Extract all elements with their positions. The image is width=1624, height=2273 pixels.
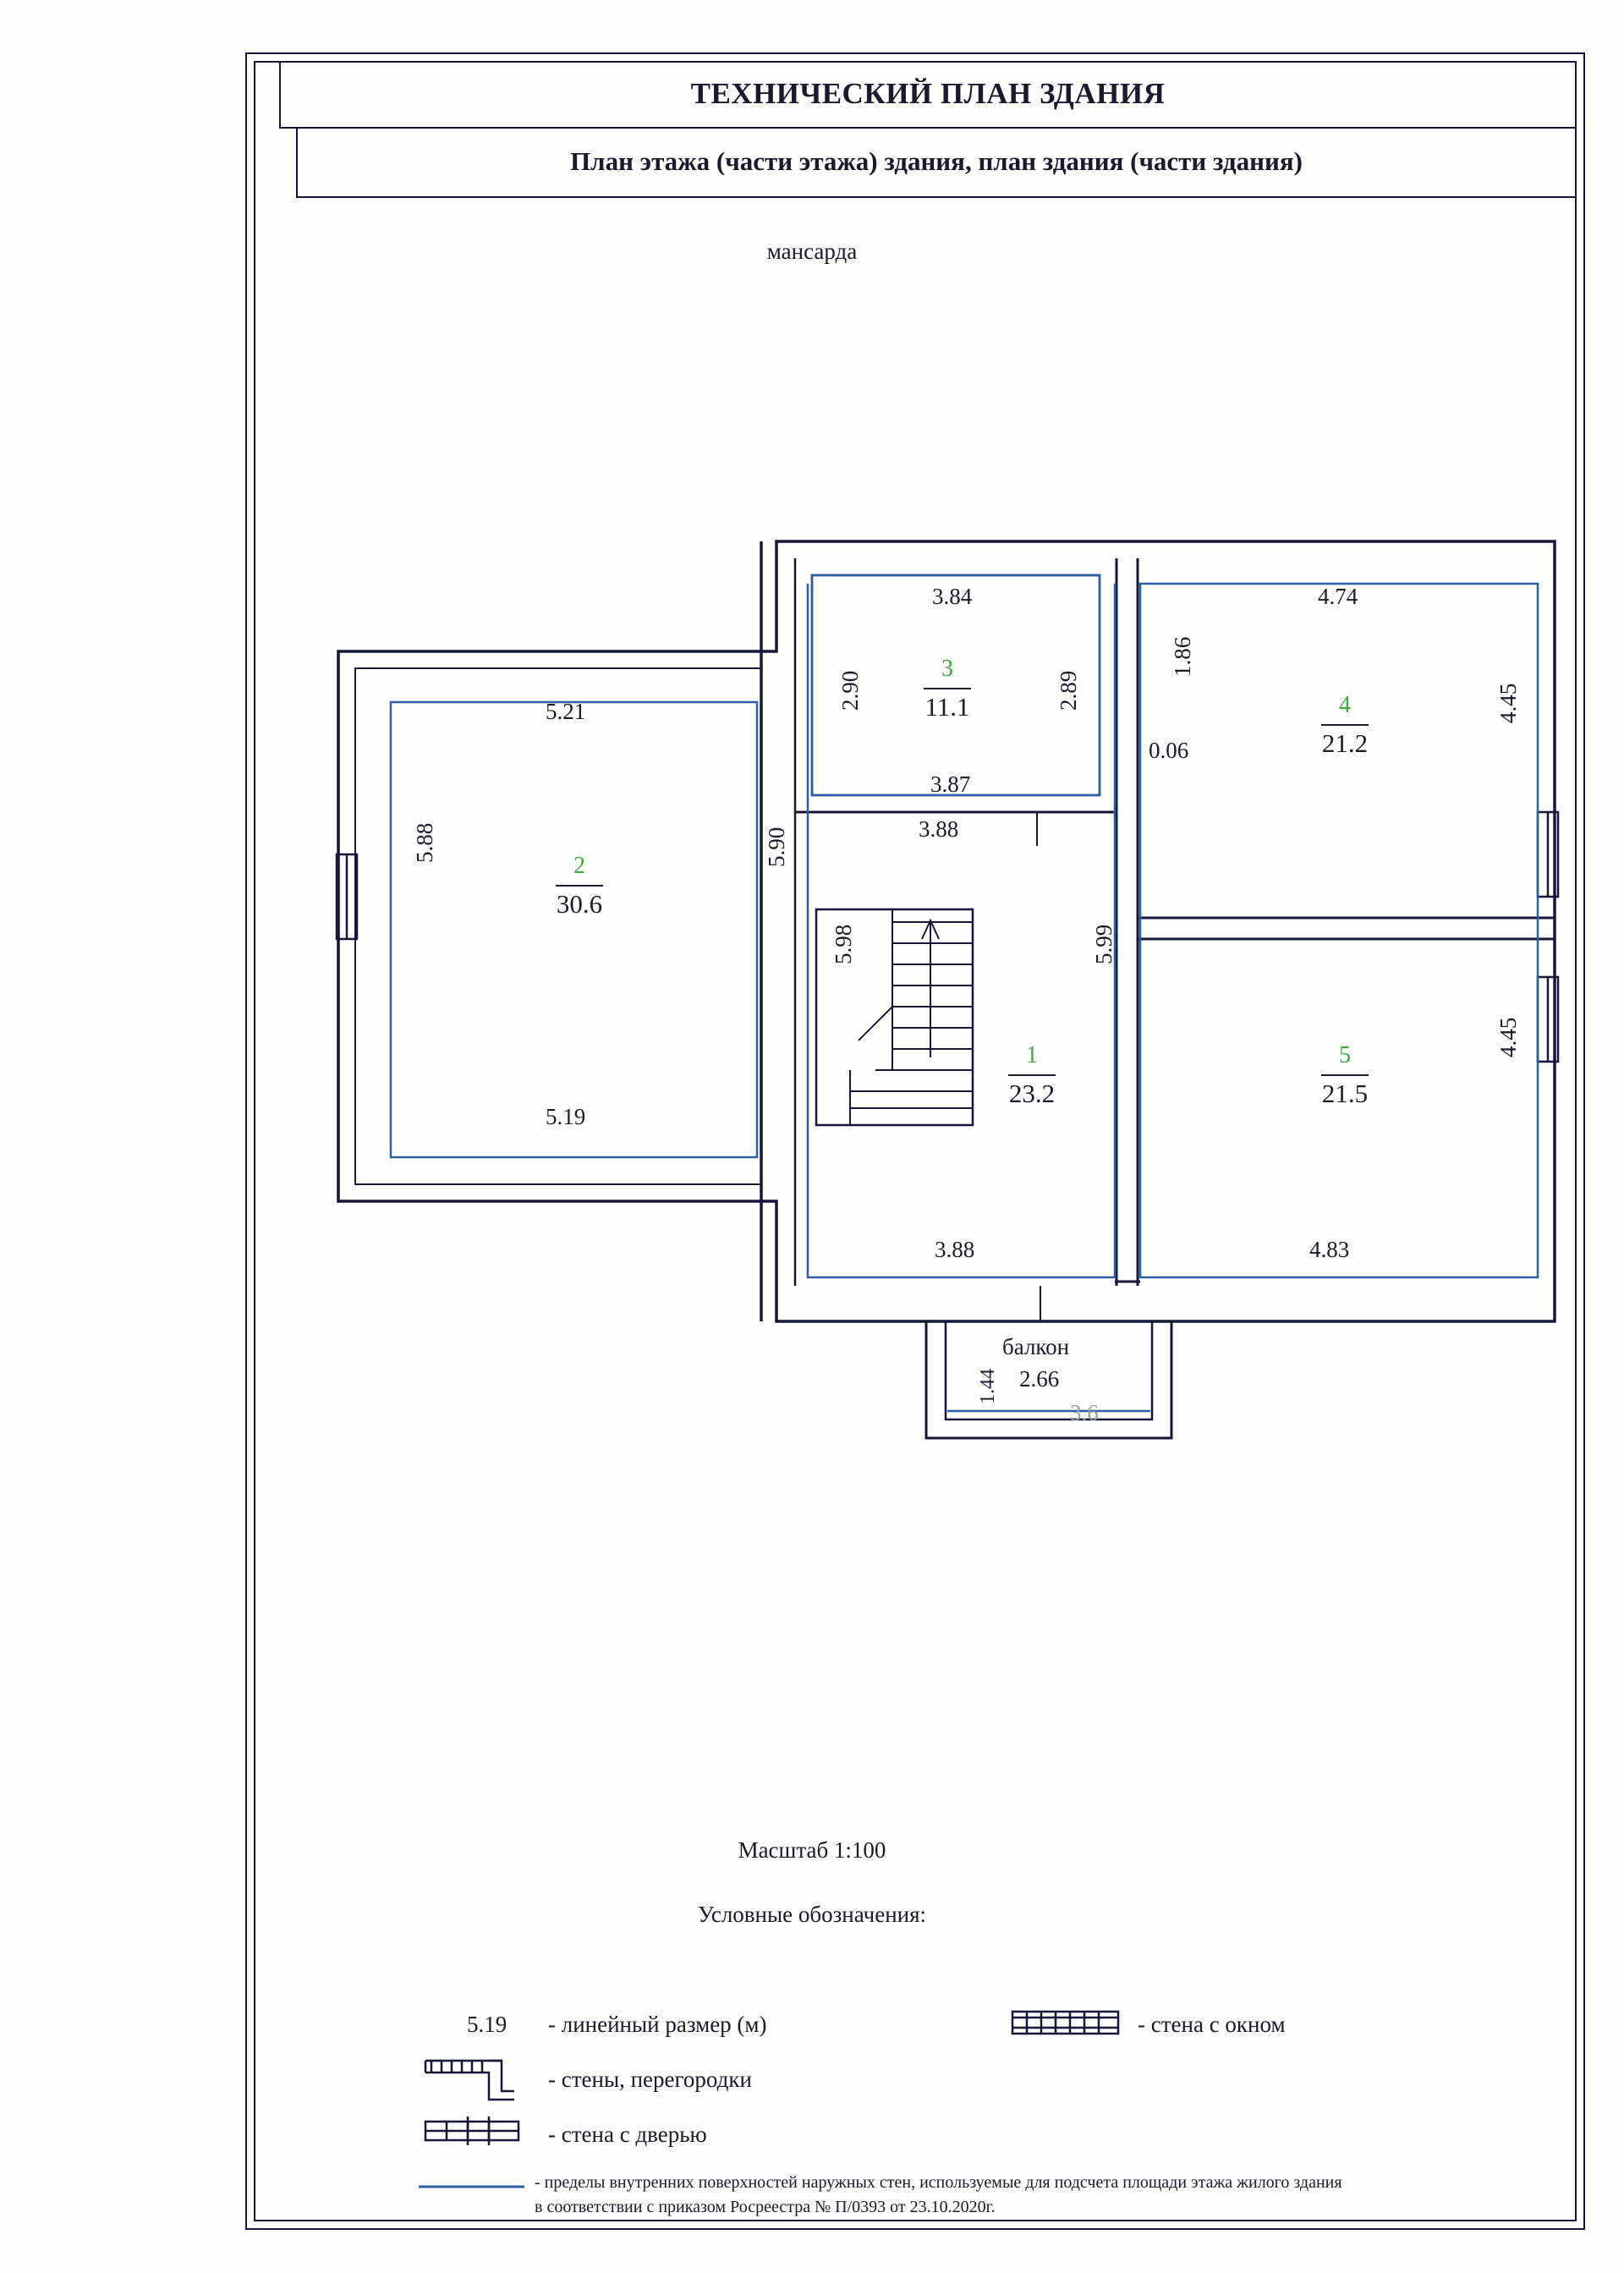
page-title: ТЕХНИЧЕСКИЙ ПЛАН ЗДАНИЯ — [690, 77, 1166, 110]
room-rule-4 — [1321, 724, 1369, 726]
balcony-label: балкон — [1002, 1334, 1070, 1359]
dim-r3-right: 2.89 — [1056, 670, 1081, 711]
dim-r2-bottom: 5.19 — [546, 1104, 586, 1129]
legend-text-walls: - стены, перегородки — [548, 2067, 752, 2092]
legend-note-line1: - пределы внутренних поверхностей наружных стен, используемые для подсчета площади этажа жилого здания — [535, 2173, 1342, 2192]
dim-r4-top: 4.74 — [1318, 584, 1358, 609]
balcony-area: 2.66 — [1019, 1366, 1060, 1392]
room-number-1: 1 — [1026, 1042, 1038, 1068]
dim-corridor-top: 3.88 — [919, 816, 959, 842]
room-number-3: 3 — [941, 656, 953, 682]
title-box — [279, 61, 1577, 129]
dim-r3-left: 2.90 — [837, 670, 863, 711]
room-area-3: 11.1 — [924, 692, 970, 722]
room-rule-3 — [924, 688, 971, 689]
dim-r2-left: 5.88 — [412, 822, 437, 863]
scale-label: Масштаб 1:100 — [738, 1837, 886, 1863]
subtitle-box — [296, 127, 1577, 198]
dim-r2-right: 5.90 — [764, 826, 789, 867]
room-area-2: 30.6 — [556, 889, 603, 919]
room-area-1: 23.2 — [1008, 1079, 1056, 1108]
dim-gap-006: 0.06 — [1149, 738, 1189, 763]
door-wall-icon — [421, 2110, 523, 2150]
inner-boundary-sample — [414, 2181, 529, 2193]
legend-note — [535, 2171, 1558, 2220]
dim-corridor-right: 5.99 — [1091, 924, 1116, 964]
dim-balcony-length: 3.6 — [1070, 1400, 1099, 1425]
legend-sample-dimension: 5.19 — [467, 2012, 508, 2037]
room-number-2: 2 — [573, 853, 585, 879]
page-border-inner — [254, 61, 1577, 2221]
legend-title: Условные обозначения: — [697, 1902, 927, 1927]
dim-balcony-width: 1.44 — [977, 1369, 999, 1404]
legend-text-window-wall: - стена с окном — [1138, 2012, 1286, 2037]
room-area-5: 21.5 — [1321, 1079, 1369, 1108]
dim-r5-right: 4.45 — [1495, 1017, 1521, 1057]
dim-r3-bottom: 3.87 — [930, 771, 971, 797]
dim-r2-top: 5.21 — [546, 699, 586, 724]
room-number-5: 5 — [1339, 1042, 1351, 1068]
room-rule-5 — [1321, 1074, 1369, 1076]
floor-label: мансарда — [766, 239, 858, 264]
dim-r5-bottom: 4.83 — [1309, 1237, 1350, 1262]
room-rule-2 — [556, 885, 603, 887]
walls-icon — [421, 2051, 523, 2101]
dim-gap-186: 1.86 — [1170, 636, 1195, 677]
room-number-4: 4 — [1339, 692, 1351, 718]
page-subtitle: План этажа (части этажа) здания, план здания (части здания) — [570, 146, 1303, 176]
room-area-4: 21.2 — [1321, 728, 1369, 758]
legend-text-door-wall: - стена с дверью — [548, 2122, 707, 2147]
window-wall-icon — [1008, 2003, 1122, 2042]
dim-corridor-bottom: 3.88 — [935, 1237, 975, 1262]
dim-r4-right: 4.45 — [1495, 683, 1521, 723]
dim-r3-top: 3.84 — [932, 584, 973, 609]
room-rule-1 — [1008, 1074, 1056, 1076]
dim-stair-left: 5.98 — [831, 924, 856, 964]
legend-note-line2: в соответствии с приказом Росреестра № П/0393 от 23.10.2020г. — [535, 2198, 996, 2216]
legend-text-dimension: - линейный размер (м) — [548, 2012, 767, 2037]
